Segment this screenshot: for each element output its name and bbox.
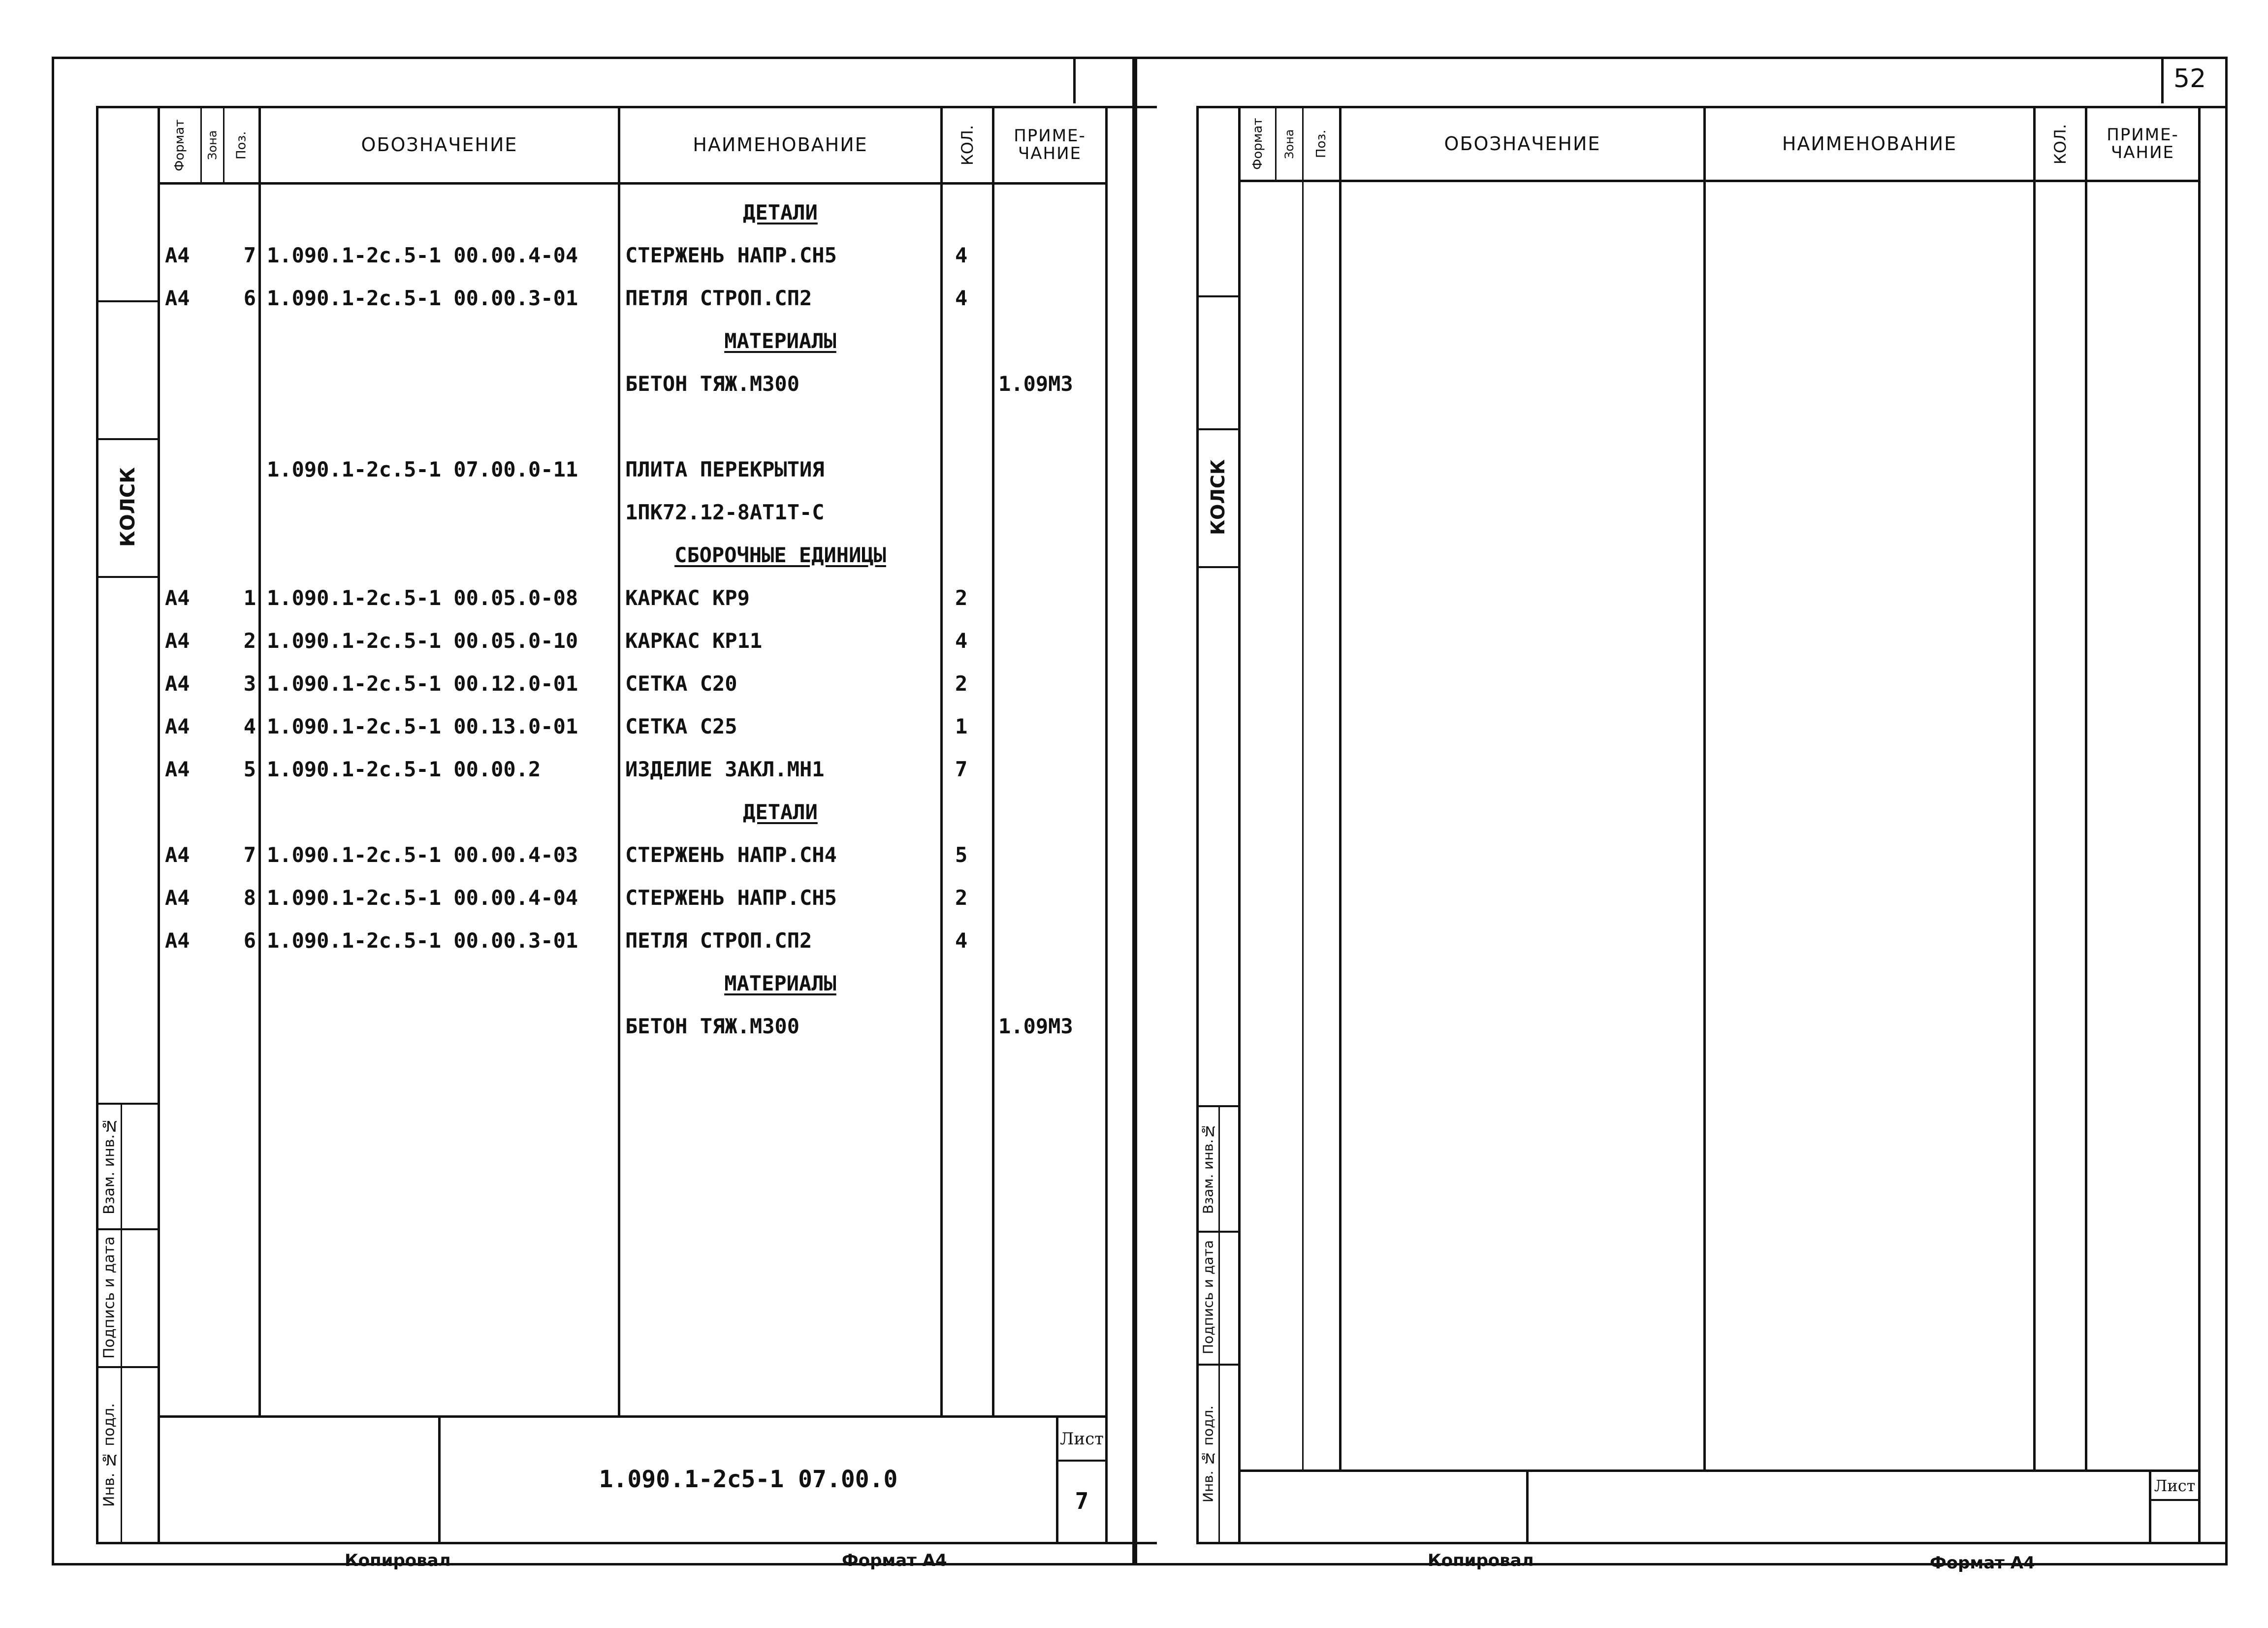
table-row <box>54 749 1132 790</box>
row-name: КАРКАС КР11 <box>625 629 763 653</box>
header-name: НАИМЕНОВАНИЕ <box>693 134 868 156</box>
row-designation: 1.090.1-2с.5-1 00.13.0-01 <box>267 714 578 738</box>
table-row <box>54 577 1132 619</box>
podpis-label: Подпись и дата <box>1200 1240 1216 1355</box>
col-line <box>2085 106 2087 1472</box>
row-pos: 1 <box>243 586 256 610</box>
header-designation: ОБОЗНАЧЕНИЕ <box>361 134 518 156</box>
table-row <box>54 320 1132 362</box>
row-qty: 7 <box>955 757 968 781</box>
row-name: ПЛИТА ПЕРЕКРЫТИЯ <box>625 457 825 481</box>
vzam-label: Взам. инв.№ <box>100 1117 118 1214</box>
frame-line <box>1196 1542 2228 1544</box>
header-line <box>1238 180 2201 182</box>
side-line <box>1196 295 1238 297</box>
header-name: НАИМЕНОВАНИЕ <box>1782 132 1957 155</box>
row-pos: 6 <box>243 286 256 310</box>
spec-table-body <box>54 192 1132 1413</box>
vzam-label: Взам. инв.№ <box>1200 1122 1216 1214</box>
row-pos: 3 <box>243 671 256 696</box>
table-row <box>54 192 1132 233</box>
header-format: Формат <box>172 119 187 171</box>
format-label: Формат А4 <box>1930 1553 2035 1573</box>
header-format: Формат <box>1250 118 1265 170</box>
col-line <box>1339 106 1342 1472</box>
row-qty: 4 <box>955 243 968 267</box>
table-row <box>54 920 1132 961</box>
col-line <box>2033 106 2036 1472</box>
row-name: СЕТКА С20 <box>625 671 737 696</box>
row-note: 1.09М3 <box>998 1014 1073 1038</box>
frame-line <box>96 1542 1157 1544</box>
row-name: СБОРОЧНЫЕ ЕДИНИЦЫ <box>674 543 886 567</box>
row-format: А4 <box>165 714 190 738</box>
row-format: А4 <box>165 928 190 953</box>
document-code: 1.090.1-2с5-1 07.00.0 <box>599 1466 898 1493</box>
page-number: 52 <box>2173 64 2206 94</box>
row-qty: 2 <box>955 886 968 910</box>
stamp-label: КОЛСК <box>1207 459 1229 535</box>
table-row <box>54 535 1132 576</box>
row-note: 1.09М3 <box>998 372 1073 396</box>
frame-line <box>1238 106 1241 1544</box>
table-row <box>54 1006 1132 1047</box>
title-block-line <box>1526 1469 1529 1543</box>
row-designation: 1.090.1-2с.5-1 00.00.2 <box>267 757 541 781</box>
row-name: ДЕТАЛИ <box>743 800 818 824</box>
row-designation: 1.090.1-2с.5-1 00.00.3-01 <box>267 928 578 953</box>
row-name: ПЕТЛЯ СТРОП.СП2 <box>625 286 812 310</box>
table-row <box>54 492 1132 533</box>
title-block-line <box>2149 1499 2201 1501</box>
table-row <box>54 834 1132 876</box>
row-name: СТЕРЖЕНЬ НАПР.СН4 <box>625 843 837 867</box>
row-pos: 6 <box>243 928 256 953</box>
row-format: А4 <box>165 586 190 610</box>
inv-label: Инв. № подл. <box>100 1403 118 1507</box>
row-name: СЕТКА С25 <box>625 714 737 738</box>
sheet-number: 7 <box>1075 1488 1089 1514</box>
col-line <box>1703 106 1706 1472</box>
row-format: А4 <box>165 629 190 653</box>
title-block-line <box>1238 1469 2201 1472</box>
table-row <box>54 877 1132 919</box>
row-format: А4 <box>165 671 190 696</box>
row-designation: 1.090.1-2с.5-1 07.00.0-11 <box>267 457 578 481</box>
row-designation: 1.090.1-2с.5-1 00.05.0-10 <box>267 629 578 653</box>
table-row <box>54 620 1132 662</box>
header-qty: КОЛ. <box>2051 124 2070 164</box>
row-name: СТЕРЖЕНЬ НАПР.СН5 <box>625 243 837 267</box>
inv-label: Инв. № подл. <box>1200 1405 1216 1502</box>
row-designation: 1.090.1-2с.5-1 00.00.3-01 <box>267 286 578 310</box>
col-line <box>1302 106 1304 1472</box>
row-qty: 4 <box>955 286 968 310</box>
table-row <box>54 363 1132 405</box>
stamp-label: КОЛСК <box>117 467 139 547</box>
side-line <box>1196 1105 1238 1107</box>
row-designation: 1.090.1-2с.5-1 00.00.4-04 <box>267 243 578 267</box>
row-designation: 1.090.1-2с.5-1 00.05.0-08 <box>267 586 578 610</box>
table-row <box>54 792 1132 833</box>
row-name: 1ПК72.12-8АТ1Т-С <box>625 500 825 524</box>
side-line <box>1196 566 1238 568</box>
table-row <box>54 235 1132 276</box>
header-line <box>158 182 1108 185</box>
row-pos: 4 <box>243 714 256 738</box>
row-designation: 1.090.1-2с.5-1 00.00.4-03 <box>267 843 578 867</box>
header-zone: Зона <box>1282 129 1296 159</box>
table-row <box>54 406 1132 447</box>
row-format: А4 <box>165 286 190 310</box>
header-zone: Зона <box>205 130 220 160</box>
header-pos: Поз. <box>1314 129 1329 159</box>
side-line <box>1196 1231 1238 1233</box>
row-pos: 7 <box>243 243 256 267</box>
row-designation: 1.090.1-2с.5-1 00.12.0-01 <box>267 671 578 696</box>
row-name: ИЗДЕЛИЕ ЗАКЛ.МН1 <box>625 757 825 781</box>
row-pos: 7 <box>243 843 256 867</box>
row-name: МАТЕРИАЛЫ <box>724 971 836 995</box>
right-sheet <box>1135 57 2228 1573</box>
table-row <box>54 963 1132 1004</box>
row-name: БЕТОН ТЯЖ.М300 <box>625 1014 800 1038</box>
table-row <box>54 278 1132 319</box>
format-label: Формат А4 <box>842 1551 947 1570</box>
header-note: ПРИМЕ- ЧАНИЕ <box>1014 126 1086 163</box>
header-qty: КОЛ. <box>958 125 977 166</box>
frame-line <box>2198 106 2201 1544</box>
header-designation: ОБОЗНАЧЕНИЕ <box>1444 132 1601 155</box>
copied-label: Копировал <box>345 1551 451 1570</box>
row-name: МАТЕРИАЛЫ <box>724 329 836 353</box>
row-format: А4 <box>165 243 190 267</box>
row-qty: 5 <box>955 843 968 867</box>
table-row <box>54 449 1132 490</box>
row-name: ДЕТАЛИ <box>743 200 818 224</box>
row-format: А4 <box>165 886 190 910</box>
row-name: БЕТОН ТЯЖ.М300 <box>625 372 800 396</box>
row-pos: 8 <box>243 886 256 910</box>
left-sheet <box>52 57 1135 1570</box>
side-line <box>1196 1364 1238 1366</box>
copied-label: Копировал <box>1428 1551 1534 1570</box>
table-row <box>54 706 1132 747</box>
row-format: А4 <box>165 757 190 781</box>
header-note: ПРИМЕ- ЧАНИЕ <box>2107 125 2179 162</box>
row-qty: 1 <box>955 714 968 738</box>
sheet-label: Лист <box>1060 1429 1104 1449</box>
row-format: А4 <box>165 843 190 867</box>
row-pos: 2 <box>243 629 256 653</box>
side-line <box>1196 428 1238 430</box>
row-pos: 5 <box>243 757 256 781</box>
table-row <box>54 663 1132 704</box>
row-name: СТЕРЖЕНЬ НАПР.СН5 <box>625 886 837 910</box>
header-pos: Поз. <box>234 131 249 160</box>
row-name: КАРКАС КР9 <box>625 586 750 610</box>
sheet-label: Лист <box>2154 1476 2196 1495</box>
row-designation: 1.090.1-2с.5-1 00.00.4-04 <box>267 886 578 910</box>
row-qty: 4 <box>955 928 968 953</box>
pagenum-line <box>2161 57 2164 103</box>
row-name: ПЕТЛЯ СТРОП.СП2 <box>625 928 812 953</box>
side-line <box>1218 1105 1220 1543</box>
podpis-label: Подпись и дата <box>100 1236 118 1359</box>
row-qty: 2 <box>955 671 968 696</box>
row-qty: 4 <box>955 629 968 653</box>
row-qty: 2 <box>955 586 968 610</box>
top-tab-line <box>1073 57 1076 103</box>
